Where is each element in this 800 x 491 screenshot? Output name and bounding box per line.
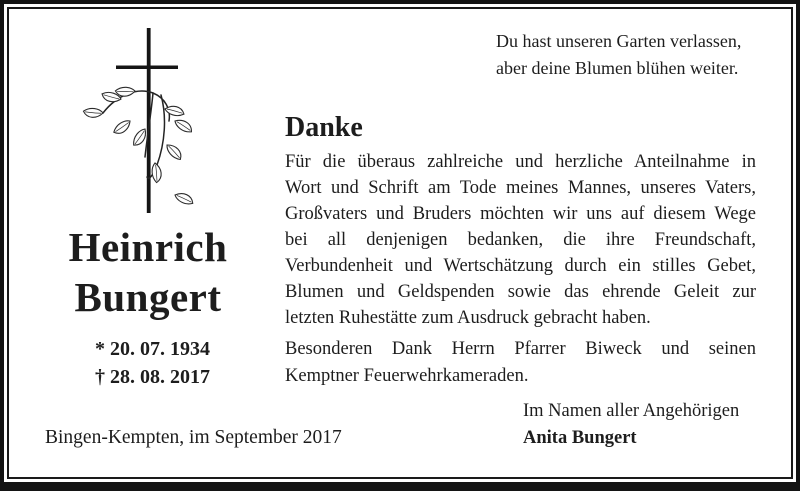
paragraph-line: letzten Ruhestätte zum Ausdruck gebracht haben. xyxy=(285,308,651,328)
paragraph-line: Besonderen Dank Herrn Pfarrer Biweck und seinen xyxy=(285,339,756,359)
thanks-heading: Danke xyxy=(285,112,363,143)
memorial-quote-line: aber deine Blumen blühen weiter. xyxy=(496,58,739,78)
life-dates xyxy=(95,335,210,391)
birth-date: * 20. 07. 1934 xyxy=(95,338,210,360)
flower-branch-icon xyxy=(82,85,194,209)
paragraph-line: Verbundenheit und Wertschätzung durch ein stilles Gebet, xyxy=(285,256,756,276)
closing-block xyxy=(523,398,739,452)
paragraph-line: Großvaters und Bruders möchten wir uns auf diesem Wege xyxy=(285,204,756,224)
paragraph-line: Kemptner Feuerwehrkameraden. xyxy=(285,366,529,386)
deceased-first-name: Heinrich xyxy=(68,224,228,270)
deceased-last-name: Bungert xyxy=(74,274,222,320)
memorial-quote-line: Du hast unseren Garten verlassen, xyxy=(496,31,742,51)
deceased-name xyxy=(23,222,273,322)
closing-signer-name: Anita Bungert xyxy=(523,428,637,448)
notice-inner-frame xyxy=(7,7,793,479)
place-date-line: Bingen-Kempten, im September 2017 xyxy=(45,427,342,448)
paragraph-line: Blumen und Geldspenden sowie das ehrende Geleit zur xyxy=(285,282,756,302)
special-thanks-paragraph xyxy=(285,336,756,390)
cross-and-flower-illustration xyxy=(75,25,225,220)
paragraph-line: bei all denjenigen bedanken, die ihre Freundschaft, xyxy=(285,230,756,250)
memorial-quote xyxy=(496,28,741,82)
paragraph-line: Wort und Schrift am Tode meines Mannes, unseres Vaters, xyxy=(285,178,756,198)
thanks-paragraph xyxy=(285,149,756,331)
paragraph-line: Für die überaus zahlreiche und herzliche Anteilnahme in xyxy=(285,152,756,172)
death-date: † 28. 08. 2017 xyxy=(95,366,210,388)
closing-line: Im Namen aller Angehörigen xyxy=(523,401,740,421)
notice-paper xyxy=(4,4,796,482)
